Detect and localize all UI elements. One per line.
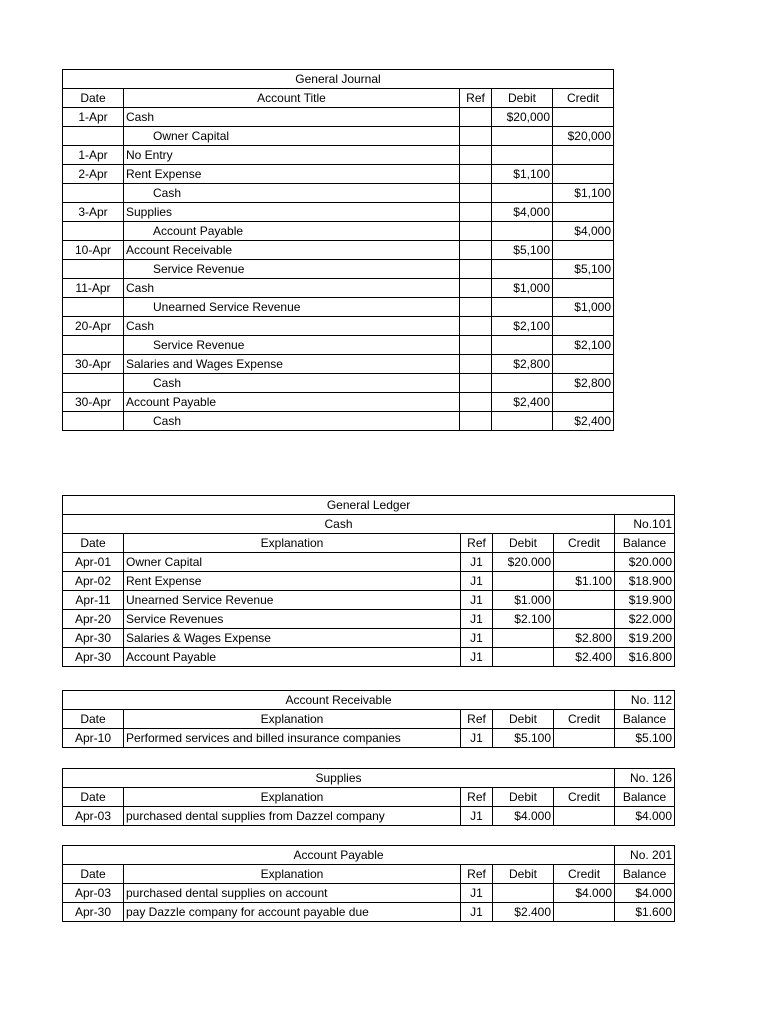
ledger-account-title[interactable]: Account Receivable (63, 691, 615, 710)
journal-cell-credit[interactable] (553, 317, 614, 336)
ledger-row (63, 610, 675, 629)
ledger-cell-credit[interactable] (554, 807, 615, 826)
ledger-header-explanation[interactable]: Explanation (124, 788, 461, 807)
ledger-cell-date[interactable]: Apr-02 (63, 572, 124, 591)
journal-row (63, 279, 614, 298)
ledger-header-balance[interactable]: Balance (615, 534, 675, 553)
ledger-cell-date[interactable]: Apr-20 (63, 610, 124, 629)
journal-cell-ref[interactable] (460, 336, 492, 355)
ledger-row (63, 648, 675, 667)
journal-header-ref[interactable]: Ref (460, 89, 492, 108)
journal-cell-account[interactable]: Supplies (124, 203, 460, 222)
ledger-header-ref[interactable]: Ref (461, 534, 493, 553)
ledger-cell-date[interactable]: Apr-30 (63, 629, 124, 648)
journal-cell-debit[interactable] (492, 298, 553, 317)
journal-header-row (63, 89, 614, 108)
ledger-cell-explanation[interactable]: purchased dental supplies from Dazzel company (124, 807, 461, 826)
journal-cell-credit[interactable]: $2,100 (553, 336, 614, 355)
ledger-cell-balance[interactable]: $20.000 (615, 553, 675, 572)
journal-cell-debit[interactable]: $20,000 (492, 108, 553, 127)
ledger-cell-balance[interactable]: $19.200 (615, 629, 675, 648)
ledger-cash-table (62, 495, 675, 667)
journal-cell-debit[interactable]: $5,100 (492, 241, 553, 260)
ledger-cell-credit[interactable] (554, 610, 615, 629)
ledger-cell-credit[interactable]: $2.400 (554, 648, 615, 667)
ledger-header-credit[interactable]: Credit (554, 534, 615, 553)
journal-cell-account[interactable]: Cash (124, 108, 460, 127)
journal-cell-debit[interactable]: $1,000 (492, 279, 553, 298)
journal-title[interactable]: General Journal (63, 70, 614, 89)
journal-cell-credit[interactable]: $20,000 (553, 127, 614, 146)
ledger-cell-credit[interactable]: $2.800 (554, 629, 615, 648)
journal-cell-credit[interactable] (553, 165, 614, 184)
ledger-header-debit[interactable]: Debit (493, 865, 554, 884)
ledger-header-debit[interactable]: Debit (493, 534, 554, 553)
journal-cell-ref[interactable] (460, 317, 492, 336)
ledger-cell-explanation[interactable]: Rent Expense (124, 572, 461, 591)
ledger-cell-date[interactable]: Apr-03 (63, 807, 124, 826)
journal-cell-credit[interactable]: $1,000 (553, 298, 614, 317)
ledger-cell-debit[interactable]: $1.000 (493, 591, 554, 610)
ledger-cell-date[interactable]: Apr-10 (63, 729, 124, 748)
journal-row (63, 412, 614, 431)
ledger-header-row (63, 788, 675, 807)
ledger-cell-explanation[interactable]: Performed services and billed insurance companies (124, 729, 461, 748)
ledger-cell-debit[interactable] (493, 884, 554, 903)
journal-cell-account[interactable]: Cash (124, 317, 460, 336)
journal-cell-ref[interactable] (460, 165, 492, 184)
journal-cell-account[interactable]: Cash (124, 279, 460, 298)
journal-cell-date[interactable] (63, 336, 124, 355)
ledger-header-credit[interactable]: Credit (554, 865, 615, 884)
ledger-sup-body (63, 769, 675, 826)
ledger-cell-credit[interactable]: $4.000 (554, 884, 615, 903)
journal-cell-date[interactable]: 11-Apr (63, 279, 124, 298)
journal-cell-debit[interactable]: $2,800 (492, 355, 553, 374)
ledger-cell-explanation[interactable]: purchased dental supplies on account (124, 884, 461, 903)
ledger-header-balance[interactable]: Balance (615, 710, 675, 729)
journal-cell-date[interactable] (63, 298, 124, 317)
journal-cell-credit[interactable] (553, 241, 614, 260)
ledger-cell-debit[interactable] (493, 572, 554, 591)
ledger-cell-date[interactable]: Apr-01 (63, 553, 124, 572)
journal-cell-debit[interactable] (492, 146, 553, 165)
journal-cell-account[interactable]: Cash (124, 412, 460, 431)
ledger-cell-debit[interactable]: $20.000 (493, 553, 554, 572)
journal-cell-credit[interactable] (553, 279, 614, 298)
ledger-cell-ref[interactable]: J1 (461, 629, 493, 648)
journal-cell-credit[interactable]: $5,100 (553, 260, 614, 279)
journal-cell-date[interactable]: 1-Apr (63, 108, 124, 127)
ledger-cell-debit[interactable]: $2.400 (493, 903, 554, 922)
journal-cell-ref[interactable] (460, 298, 492, 317)
ledger-account-number[interactable]: No. 201 (615, 846, 675, 865)
ledger-account-title[interactable]: Cash (63, 515, 615, 534)
journal-cell-ref[interactable] (460, 127, 492, 146)
journal-row (63, 165, 614, 184)
journal-cell-credit[interactable] (553, 355, 614, 374)
journal-cell-account[interactable]: Cash (124, 184, 460, 203)
journal-title-row (63, 70, 614, 89)
journal-cell-date[interactable]: 1-Apr (63, 146, 124, 165)
ledger-cell-balance[interactable]: $22.000 (615, 610, 675, 629)
ledger-ar-body (63, 691, 675, 748)
journal-row (63, 393, 614, 412)
ledger-cell-debit[interactable]: $4.000 (493, 807, 554, 826)
journal-cell-date[interactable]: 3-Apr (63, 203, 124, 222)
ledger-cell-balance[interactable]: $4.000 (615, 807, 675, 826)
journal-cell-ref[interactable] (460, 393, 492, 412)
journal-cell-ref[interactable] (460, 355, 492, 374)
ledger-account-number[interactable]: No. 126 (615, 769, 675, 788)
journal-cell-date[interactable] (63, 260, 124, 279)
ledger-header-credit[interactable]: Credit (554, 788, 615, 807)
journal-cell-account[interactable]: No Entry (124, 146, 460, 165)
ledger-cell-balance[interactable]: $18.900 (615, 572, 675, 591)
ledger-header-row (63, 534, 675, 553)
ledger-ap-body (63, 846, 675, 922)
journal-cell-debit[interactable] (492, 222, 553, 241)
ledger-row (63, 729, 675, 748)
ledger-header-ref[interactable]: Ref (461, 788, 493, 807)
ledger-header-balance[interactable]: Balance (615, 865, 675, 884)
journal-cell-ref[interactable] (460, 184, 492, 203)
journal-cell-ref[interactable] (460, 260, 492, 279)
ledger-title-row (63, 769, 675, 788)
journal-row (63, 108, 614, 127)
journal-cell-date[interactable]: 20-Apr (63, 317, 124, 336)
ledger-header-ref[interactable]: Ref (461, 865, 493, 884)
journal-header-date[interactable]: Date (63, 89, 124, 108)
journal-row (63, 146, 614, 165)
journal-cell-credit[interactable] (553, 146, 614, 165)
ledger-cell-explanation[interactable]: pay Dazzle company for account payable due (124, 903, 461, 922)
ledger-cell-ref[interactable]: J1 (461, 648, 493, 667)
ledger-cell-ref[interactable]: J1 (461, 591, 493, 610)
journal-header-account[interactable]: Account Title (124, 89, 460, 108)
ledger-cell-explanation[interactable]: Account Payable (124, 648, 461, 667)
journal-cell-debit[interactable] (492, 336, 553, 355)
journal-cell-date[interactable]: 30-Apr (63, 355, 124, 374)
general-journal-table (62, 69, 614, 431)
journal-row (63, 317, 614, 336)
ledger-header-balance[interactable]: Balance (615, 788, 675, 807)
ledger-cell-explanation[interactable]: Service Revenues (124, 610, 461, 629)
ledger-row (63, 807, 675, 826)
ledger-cell-date[interactable]: Apr-11 (63, 591, 124, 610)
journal-row (63, 355, 614, 374)
ledger-header-explanation[interactable]: Explanation (124, 710, 461, 729)
ledger-cell-ref[interactable]: J1 (461, 610, 493, 629)
journal-cell-ref[interactable] (460, 146, 492, 165)
ledger-cell-credit[interactable] (554, 903, 615, 922)
journal-cell-account[interactable]: Rent Expense (124, 165, 460, 184)
ledger-cell-balance[interactable]: $16.800 (615, 648, 675, 667)
journal-cell-ref[interactable] (460, 108, 492, 127)
ledger-account-number[interactable]: No.101 (615, 515, 675, 534)
journal-cell-account[interactable]: Account Payable (124, 222, 460, 241)
ledger-account-title[interactable]: Account Payable (63, 846, 615, 865)
ledger-cell-explanation[interactable]: Salaries & Wages Expense (124, 629, 461, 648)
journal-body (63, 70, 614, 431)
journal-cell-date[interactable] (63, 374, 124, 393)
ledger-cell-balance[interactable]: $1.600 (615, 903, 675, 922)
journal-cell-account[interactable]: Service Revenue (124, 260, 460, 279)
ledger-cell-balance[interactable]: $19.900 (615, 591, 675, 610)
ledger-cell-ref[interactable]: J1 (461, 903, 493, 922)
ledger-header-row (63, 865, 675, 884)
ledger-title-row (63, 691, 675, 710)
journal-header-credit[interactable]: Credit (553, 89, 614, 108)
ledger-cell-date[interactable]: Apr-30 (63, 903, 124, 922)
ledger-cell-ref[interactable]: J1 (461, 572, 493, 591)
journal-header-debit[interactable]: Debit (492, 89, 553, 108)
journal-cell-ref[interactable] (460, 412, 492, 431)
ledger-account-title[interactable]: Supplies (63, 769, 615, 788)
journal-cell-credit[interactable] (553, 393, 614, 412)
journal-cell-debit[interactable] (492, 412, 553, 431)
journal-cell-credit[interactable]: $1,100 (553, 184, 614, 203)
ledger-row (63, 553, 675, 572)
journal-row (63, 184, 614, 203)
ledger-row (63, 591, 675, 610)
journal-cell-ref[interactable] (460, 279, 492, 298)
ledger-cell-ref[interactable]: J1 (461, 807, 493, 826)
ledger-header-debit[interactable]: Debit (493, 710, 554, 729)
ledger-header-ref[interactable]: Ref (461, 710, 493, 729)
ledger-row (63, 629, 675, 648)
ledger-header-explanation[interactable]: Explanation (124, 865, 461, 884)
ledger-cell-balance[interactable]: $5.100 (615, 729, 675, 748)
ledger-cash-body (63, 496, 675, 667)
ledger-supplies-table (62, 768, 675, 826)
ledger-cell-date[interactable]: Apr-03 (63, 884, 124, 903)
journal-cell-account[interactable]: Account Payable (124, 393, 460, 412)
journal-cell-date[interactable] (63, 127, 124, 146)
journal-cell-debit[interactable]: $1,100 (492, 165, 553, 184)
journal-row (63, 241, 614, 260)
journal-cell-date[interactable]: 2-Apr (63, 165, 124, 184)
journal-cell-account[interactable]: Salaries and Wages Expense (124, 355, 460, 374)
journal-cell-ref[interactable] (460, 374, 492, 393)
journal-cell-debit[interactable] (492, 374, 553, 393)
journal-cell-debit[interactable] (492, 127, 553, 146)
ledger-title-row (63, 515, 675, 534)
ledger-cell-explanation[interactable]: Unearned Service Revenue (124, 591, 461, 610)
ledger-cell-debit[interactable] (493, 629, 554, 648)
ledger-header-debit[interactable]: Debit (493, 788, 554, 807)
ledger-cell-debit[interactable]: $5.100 (493, 729, 554, 748)
journal-cell-account[interactable]: Unearned Service Revenue (124, 298, 460, 317)
journal-cell-credit[interactable] (553, 108, 614, 127)
journal-row (63, 336, 614, 355)
ledger-header-date[interactable]: Date (63, 865, 124, 884)
ledger-cell-ref[interactable]: J1 (461, 553, 493, 572)
ledger-cell-credit[interactable] (554, 729, 615, 748)
journal-cell-ref[interactable] (460, 241, 492, 260)
journal-row (63, 127, 614, 146)
ledger-cell-ref[interactable]: J1 (461, 729, 493, 748)
journal-cell-date[interactable]: 10-Apr (63, 241, 124, 260)
journal-cell-debit[interactable]: $2,400 (492, 393, 553, 412)
ledger-row (63, 903, 675, 922)
journal-cell-account[interactable]: Service Revenue (124, 336, 460, 355)
ledger-header-date[interactable]: Date (63, 534, 124, 553)
journal-cell-debit[interactable] (492, 260, 553, 279)
ledger-cell-debit[interactable] (493, 648, 554, 667)
journal-cell-date[interactable] (63, 184, 124, 203)
journal-cell-debit[interactable]: $4,000 (492, 203, 553, 222)
journal-cell-debit[interactable]: $2,100 (492, 317, 553, 336)
journal-cell-debit[interactable] (492, 184, 553, 203)
ledger-header-explanation[interactable]: Explanation (124, 534, 461, 553)
ledger-cell-balance[interactable]: $4.000 (615, 884, 675, 903)
ledger-ap-table (62, 845, 675, 922)
journal-cell-credit[interactable]: $2,400 (553, 412, 614, 431)
ledger-cell-date[interactable]: Apr-30 (63, 648, 124, 667)
journal-cell-date[interactable] (63, 412, 124, 431)
journal-cell-ref[interactable] (460, 222, 492, 241)
journal-cell-date[interactable]: 30-Apr (63, 393, 124, 412)
ledger-cell-explanation[interactable]: Owner Capital (124, 553, 461, 572)
ledger-header-date[interactable]: Date (63, 710, 124, 729)
journal-cell-credit[interactable]: $4,000 (553, 222, 614, 241)
ledger-header-row (63, 710, 675, 729)
ledger-cell-credit[interactable] (554, 591, 615, 610)
ledger-super-title[interactable]: General Ledger (63, 496, 675, 515)
ledger-header-date[interactable]: Date (63, 788, 124, 807)
journal-cell-credit[interactable]: $2,800 (553, 374, 614, 393)
journal-row (63, 203, 614, 222)
ledger-row (63, 884, 675, 903)
journal-cell-date[interactable] (63, 222, 124, 241)
ledger-super-title-row (63, 496, 675, 515)
journal-row (63, 298, 614, 317)
journal-cell-credit[interactable] (553, 203, 614, 222)
journal-cell-account[interactable]: Account Receivable (124, 241, 460, 260)
journal-cell-account[interactable]: Owner Capital (124, 127, 460, 146)
ledger-cell-ref[interactable]: J1 (461, 884, 493, 903)
journal-row (63, 374, 614, 393)
ledger-account-number[interactable]: No. 112 (615, 691, 675, 710)
journal-cell-account[interactable]: Cash (124, 374, 460, 393)
ledger-title-row (63, 846, 675, 865)
ledger-header-credit[interactable]: Credit (554, 710, 615, 729)
journal-cell-ref[interactable] (460, 203, 492, 222)
ledger-cell-credit[interactable]: $1.100 (554, 572, 615, 591)
ledger-cell-debit[interactable]: $2.100 (493, 610, 554, 629)
ledger-row (63, 572, 675, 591)
journal-row (63, 222, 614, 241)
ledger-cell-credit[interactable] (554, 553, 615, 572)
journal-row (63, 260, 614, 279)
ledger-ar-table (62, 690, 675, 748)
